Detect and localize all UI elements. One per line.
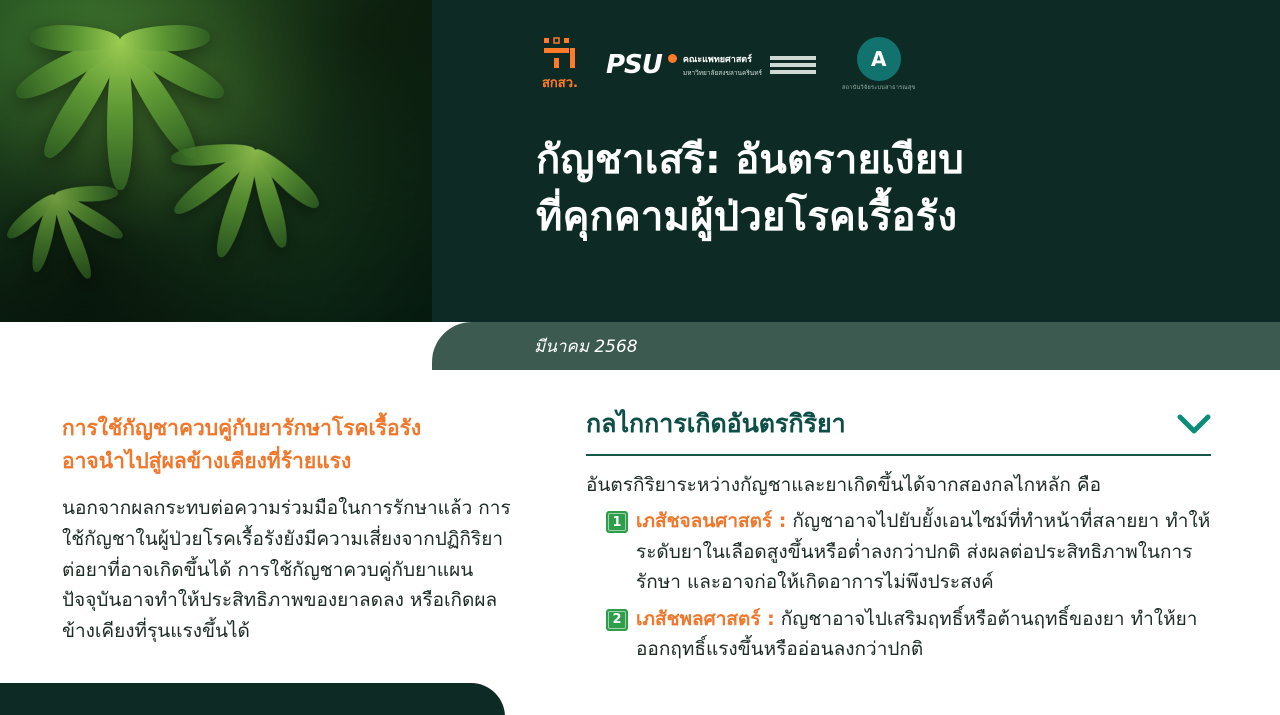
item-text bbox=[636, 604, 1211, 665]
bottom-left-decoration bbox=[0, 683, 505, 715]
list-item bbox=[586, 604, 1211, 665]
list-item bbox=[586, 506, 1211, 597]
item-description: กัญชาอาจไปยับยั้งเอนไซม์ที่ทำหน้าที่สลายยา ทำให้ระดับยาในเลือดสูงขึ้นหรือต่ำลงกว่าปกติ ส่งผลต่อประสิทธิภาพในการรักษา และอาจก่อให้เกิดอาการไม่พึงประสงค์ bbox=[636, 510, 1211, 594]
sakoso-logo-mark bbox=[540, 36, 580, 70]
item-number-badge: 2 bbox=[606, 609, 628, 631]
psu-logo bbox=[606, 50, 816, 80]
psu-logo-line2: มหาวิทยาลัยสงขลานครินทร์ bbox=[682, 68, 763, 77]
left-body-text: นอกจากผลกระทบต่อความร่วมมือในการรักษาแล้ว การใช้กัญชาในผู้ป่วยโรคเรื้อรังยังมีความเสี่ยงจากปฏิกิริยาต่อยาที่อาจเกิดขึ้นได้ การใช้กัญชาควบคู่กับยาแผนปัจจุบันอาจทำให้ประสิทธิภาพของยาลดลง หรือเกิดผลข้างเคียงที่รุนแรงขึ้นได้ bbox=[62, 497, 511, 643]
partner-logo bbox=[842, 37, 916, 92]
psu-logo-line1: คณะแพทยศาสตร์ bbox=[682, 54, 752, 65]
section-intro-text: อันตรกิริยาระหว่างกัญชาและยาเกิดขึ้นได้จากสองกลไกหลัก คือ bbox=[586, 474, 1101, 496]
header-bottom-fill bbox=[0, 322, 432, 370]
left-heading-line1: การใช้กัญชาควบคู่กับยารักษาโรคเรื้อรัง bbox=[62, 416, 422, 440]
psu-logo-mark: PSU bbox=[606, 49, 662, 80]
publication-date: มีนาคม 2568 bbox=[534, 336, 638, 357]
item-description: กัญชาอาจไปเสริมฤทธิ์หรือต้านฤทธิ์ของยา ทำให้ยาออกฤทธิ์แรงขึ้นหรืออ่อนลงกว่าปกติ bbox=[636, 607, 1198, 660]
item-term: เภสัชพลศาสตร์ : bbox=[636, 607, 775, 630]
right-column bbox=[586, 404, 1211, 664]
date-strip bbox=[432, 322, 1280, 370]
left-heading bbox=[62, 412, 517, 477]
sakoso-logo bbox=[540, 36, 580, 93]
item-term: เภสัชจลนศาสตร์ : bbox=[636, 510, 787, 533]
partner-logo-mark: A bbox=[857, 37, 901, 81]
page-title-line1: กัญชาเสรี: อันตรายเงียบ bbox=[536, 137, 964, 183]
item-text bbox=[636, 506, 1211, 597]
header-banner bbox=[0, 0, 1280, 322]
chevron-down-icon[interactable] bbox=[1177, 413, 1211, 435]
page-title-line2: ที่คุกคามผู้ป่วยโรคเรื้อรัง bbox=[536, 193, 958, 240]
psu-logo-bars bbox=[770, 56, 816, 74]
left-heading-line2: อาจนำไปสู่ผลข้างเคียงที่ร้ายแรง bbox=[62, 448, 352, 473]
logo-row bbox=[540, 36, 916, 93]
sakoso-logo-label: สกสว. bbox=[542, 76, 578, 91]
item-number-badge: 1 bbox=[606, 511, 628, 533]
section-title: กลไกการเกิดอันตรกิริยา bbox=[586, 409, 846, 438]
psu-logo-dot bbox=[668, 54, 677, 63]
left-column bbox=[62, 412, 517, 647]
partner-logo-caption: สถาบันวิจัยระบบสาธารณสุข bbox=[842, 85, 916, 91]
section-divider bbox=[586, 454, 1211, 456]
page-title bbox=[536, 132, 1236, 246]
cannabis-photo bbox=[0, 0, 432, 322]
